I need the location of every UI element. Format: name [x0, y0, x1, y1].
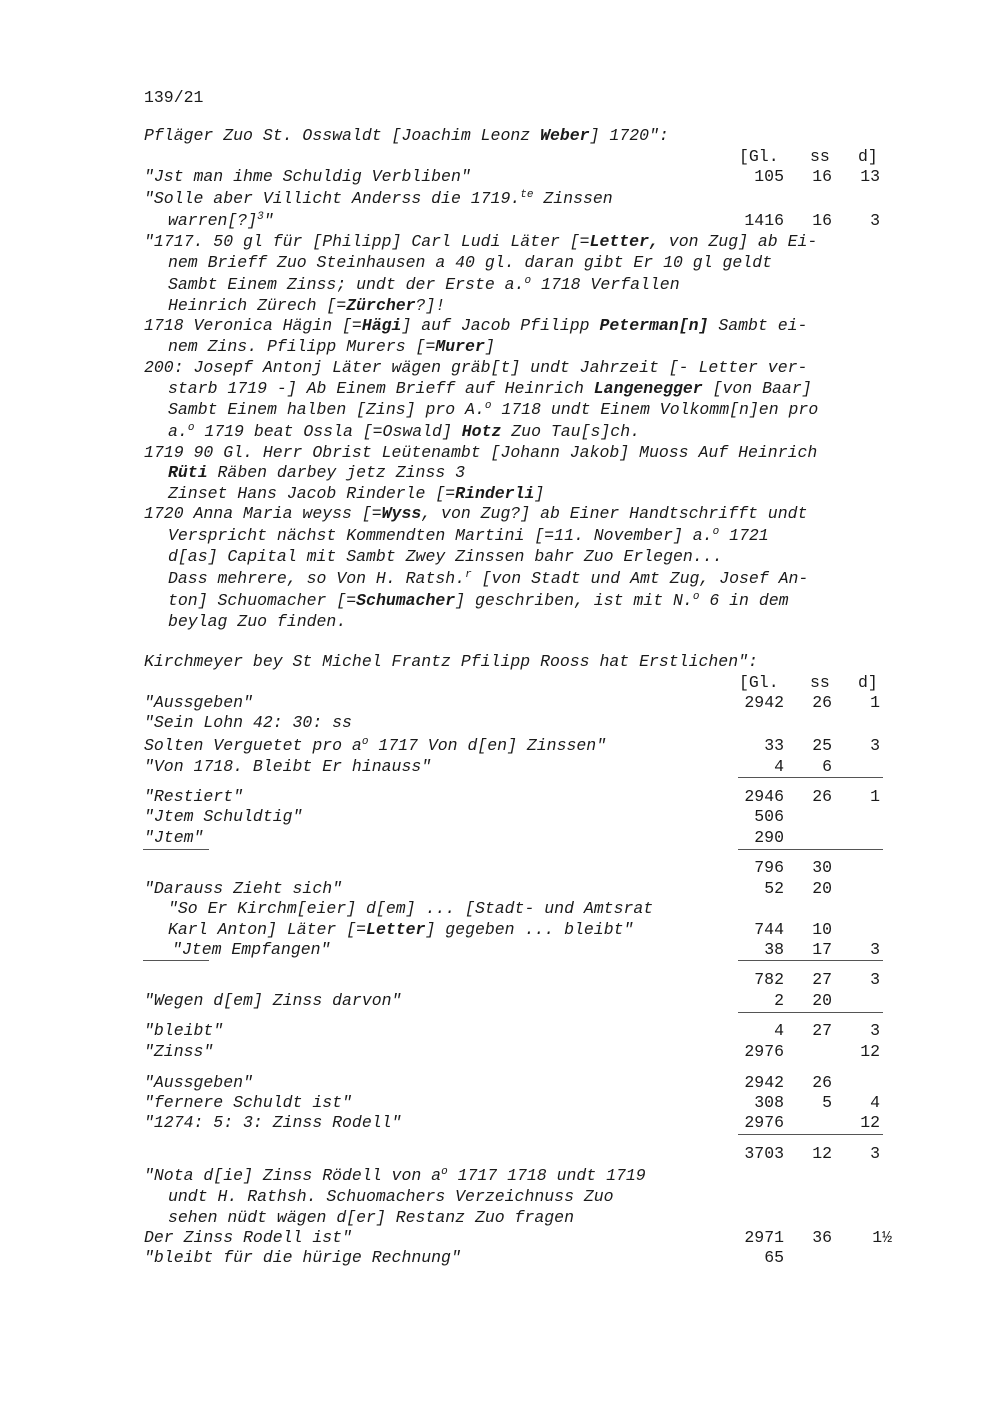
- sec1-entry1720-line2: Verspricht nächst Kommendten Martini [=11. November] a.$^o$ 1721: [168, 526, 769, 545]
- sum-rule: [738, 1134, 883, 1135]
- row-restiert: "Restiert": [144, 787, 244, 806]
- nota-d: 1½: [872, 1228, 892, 1247]
- sec1-entry1720-line3: d[as] Capital mit Sambt Zwey Zinssen bahr Zuo Erlegen...: [168, 547, 723, 566]
- row-aussgeben2-ss: 26: [812, 1073, 832, 1092]
- sec1-entry200-line4: a.$^o$ 1719 beat Ossla [=Oswald] Hotz Zuo Tau[s]ch.: [168, 422, 640, 441]
- row-so-er-ss: 10: [812, 920, 832, 939]
- row-aussgeben: "Aussgeben": [144, 693, 253, 712]
- sec1-entry200-line3: Sambt Einem halben [Zins] pro A.$^o$ 1718 undt Einem Volkomm[n]en pro: [168, 400, 819, 419]
- sec1-row1-d: 13: [860, 167, 880, 186]
- sec1-entry200-line1: 200: Josepf Antonj Läter wägen gräb[t] undt Jahrzeit [- Letter ver-: [144, 358, 808, 377]
- row-fernere-d: 4: [870, 1093, 880, 1112]
- sec1-entry1718-line2: nem Zins. Pfilipp Murers [=Murer]: [168, 337, 495, 356]
- row-fernere: "fernere Schuldt ist": [144, 1093, 352, 1112]
- sec2-header-gl: [Gl.: [739, 673, 779, 692]
- sec1-entry1719-line2: Rüti Räben darbey jetz Zinss 3: [168, 463, 466, 482]
- row-so-er-line2: Karl Anton] Läter [=Letter] gegeben ... bleibt": [168, 920, 634, 939]
- nota-ss: 36: [812, 1228, 832, 1247]
- section1-title: Pfläger Zuo St. Osswaldt [Joachim Leonz Weber] 1720":: [144, 126, 669, 145]
- sec1-entry1718-line1: 1718 Veronica Hägin [=Hägi] auf Jacob Pfilipp Peterman[n] Sambt ei-: [144, 316, 808, 335]
- row-so-er-line1: "So Er Kirchm[eier] d[em] ... [Stadt- und Amtsrat: [168, 899, 654, 918]
- row-1274-d: 12: [860, 1113, 880, 1132]
- sec2-header-ss: ss: [810, 673, 830, 692]
- sec1-entry1720-line4: Dass mehrere, so Von H. Ratsh.$^r$ [von Stadt und Amt Zug, Josef An-: [168, 569, 809, 588]
- row-1274-gl: 2976: [744, 1113, 784, 1132]
- row-bleibt-fuer: "bleibt für die hürige Rechnung": [144, 1248, 461, 1267]
- row-sum782-gl: 782: [754, 970, 784, 989]
- row-jtem-empfangen: "Jtem Empfangen": [172, 940, 331, 959]
- row-restiert-ss: 26: [812, 787, 832, 806]
- underline-rule: [143, 960, 209, 961]
- sec1-row2-line1: "Solle aber Villicht Anderss die 1719.$^{te}$ Zinssen: [144, 189, 613, 208]
- sum-rule: [738, 849, 883, 850]
- row-sum3703-ss: 12: [812, 1144, 832, 1163]
- nota-line1: "Nota d[ie] Zinss Rödell von $a^o$ 1717 1718 undt 1719: [144, 1166, 646, 1185]
- row-jtem-gl: 290: [754, 828, 784, 847]
- row-bleibt: "bleibt": [144, 1021, 224, 1040]
- sec1-entry1720-line5: ton] Schuomacher [=Schumacher] geschriben, ist mit N.$^o$ 6 in dem: [168, 591, 789, 610]
- sec1-entry1717-line3: Sambt Einem Zinss; undt der Erste a.$^o$ 1718 Verfallen: [168, 275, 680, 294]
- nota-line4: Der Zinss Rodell ist": [144, 1228, 352, 1247]
- row-von1718: "Von 1718. Bleibt Er hinauss": [144, 757, 432, 776]
- sec1-entry1717-line2: nem Brieff Zuo Steinhausen a 40 gl. daran gibt Er 10 gl geldt: [168, 253, 772, 272]
- row-lohn: "Sein Lohn 42: 30: ss: [144, 713, 352, 732]
- row-bleibt-d: 3: [870, 1021, 880, 1040]
- sec2-header-d: d]: [858, 673, 878, 692]
- row-wegen-gl: 2: [774, 991, 784, 1010]
- row-jtem: "Jtem": [144, 828, 204, 847]
- row-1274: "1274: 5: 3: Zinss Rodell": [144, 1113, 402, 1132]
- row-bleibt-ss: 27: [812, 1021, 832, 1040]
- row-jtem-empfangen-d: 3: [870, 940, 880, 959]
- sec1-entry1717-line1: "1717. 50 gl für [Philipp] Carl Ludi Läter [=Letter, von Zug] ab Ei-: [144, 232, 818, 251]
- row-solten-d: 3: [870, 736, 880, 755]
- nota-line2: undt H. Rathsh. Schuomachers Verzeichnuss Zuo: [168, 1187, 614, 1206]
- row-von1718-gl: 4: [774, 757, 784, 776]
- row-bleibt-gl: 4: [774, 1021, 784, 1040]
- sec1-row1-ss: 16: [812, 167, 832, 186]
- section2-title: Kirchmeyer bey St Michel Frantz Pfilipp Rooss hat Erstlichen":: [144, 652, 758, 671]
- sec1-entry1719-line3: Zinset Hans Jacob Rinderle [=Rinderli]: [168, 484, 545, 503]
- sec1-header-d: d]: [858, 147, 878, 166]
- row-solten: Solten Verguetet pro $a^o$ 1717 Von d[en] Zinssen": [144, 736, 607, 755]
- row-aussgeben2: "Aussgeben": [144, 1073, 253, 1092]
- sec1-row1-label: "Jst man ihme Schuldig Verbliben": [144, 167, 471, 186]
- row-zinss-d: 12: [860, 1042, 880, 1061]
- sec1-row2-d: 3: [870, 211, 880, 230]
- row-sum782-ss: 27: [812, 970, 832, 989]
- row-sum3703-d: 3: [870, 1144, 880, 1163]
- row-aussgeben-gl: 2942: [744, 693, 784, 712]
- sec1-row1-gl: 105: [754, 167, 784, 186]
- sum-rule: [738, 960, 883, 961]
- sec1-row2-ss: 16: [812, 211, 832, 230]
- row-aussgeben-ss: 26: [812, 693, 832, 712]
- row-sum796-ss: 30: [812, 858, 832, 877]
- row-restiert-d: 1: [870, 787, 880, 806]
- sec1-entry1717-line4: Heinrich Zürech [=Zürcher?]!: [168, 296, 446, 315]
- page-number: 139/21: [144, 88, 204, 107]
- row-solten-ss: 25: [812, 736, 832, 755]
- row-jtem-schuldtig: "Jtem Schuldtig": [144, 807, 303, 826]
- row-zinss-gl: 2976: [744, 1042, 784, 1061]
- sec1-row2-gl: 1416: [744, 211, 784, 230]
- sum-rule: [738, 777, 883, 778]
- row-fernere-gl: 308: [754, 1093, 784, 1112]
- sec1-entry1719-line1: 1719 90 Gl. Herr Obrist Leütenambt [Johann Jakob] Muoss Auf Heinrich: [144, 443, 818, 462]
- row-darauss-gl: 52: [764, 879, 784, 898]
- row-zinss: "Zinss": [144, 1042, 214, 1061]
- nota-line3: sehen nüdt wägen d[er] Restanz Zuo fragen: [168, 1208, 574, 1227]
- row-darauss: "Darauss Zieht sich": [144, 879, 343, 898]
- row-restiert-gl: 2946: [744, 787, 784, 806]
- row-wegen-ss: 20: [812, 991, 832, 1010]
- row-sum796-gl: 796: [754, 858, 784, 877]
- sec1-row2-line2: warren[?]$^3$": [168, 211, 274, 230]
- row-sum782-d: 3: [870, 970, 880, 989]
- row-von1718-ss: 6: [822, 757, 832, 776]
- sec1-header-gl: [Gl.: [739, 147, 779, 166]
- row-jtem-empfangen-ss: 17: [812, 940, 832, 959]
- sec1-entry1720-line6: beylag Zuo finden.: [168, 612, 347, 631]
- row-bleibt-fuer-gl: 65: [764, 1248, 784, 1267]
- sec1-entry1720-line1: 1720 Anna Maria weyss [=Wyss, von Zug?] ab Einer Handtschrifft undt: [144, 504, 808, 523]
- underline-rule: [143, 849, 209, 850]
- sec1-entry200-line2: starb 1719 -] Ab Einem Brieff auf Heinrich Langenegger [von Baar]: [168, 379, 812, 398]
- nota-gl: 2971: [744, 1228, 784, 1247]
- row-darauss-ss: 20: [812, 879, 832, 898]
- row-fernere-ss: 5: [822, 1093, 832, 1112]
- row-jtem-schuldtig-gl: 506: [754, 807, 784, 826]
- sec1-header-ss: ss: [810, 147, 830, 166]
- row-aussgeben-d: 1: [870, 693, 880, 712]
- row-sum3703-gl: 3703: [744, 1144, 784, 1163]
- row-wegen: "Wegen d[em] Zinss darvon": [144, 991, 402, 1010]
- sum-rule: [738, 1012, 883, 1013]
- row-jtem-empfangen-gl: 38: [764, 940, 784, 959]
- row-so-er-gl: 744: [754, 920, 784, 939]
- row-aussgeben2-gl: 2942: [744, 1073, 784, 1092]
- row-solten-gl: 33: [764, 736, 784, 755]
